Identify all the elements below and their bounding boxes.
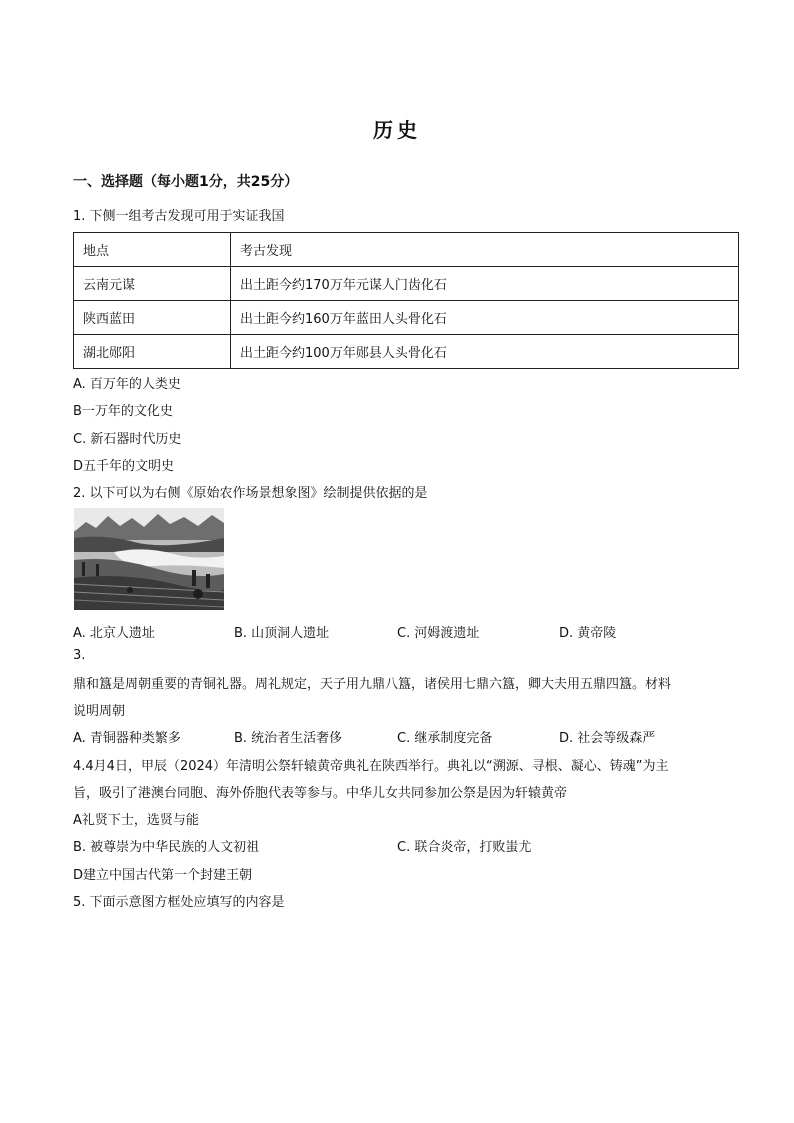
- table-cell: 出土距今约160万年蓝田人头骨化石: [231, 301, 739, 335]
- table-row: [74, 301, 739, 335]
- question-3-number: 3.: [73, 648, 86, 663]
- table-header-cell: 地点: [74, 233, 231, 267]
- table-header-cell: 考古发现: [231, 233, 739, 267]
- question-3-option-a: A. 青铜器种类繁多: [73, 731, 181, 746]
- table-header-row: [74, 233, 739, 267]
- question-2-option-a: A. 北京人遗址: [73, 626, 155, 641]
- question-4-option-b: B. 被尊崇为中华民族的人文初祖: [73, 840, 260, 855]
- question-3-option-d: D. 社会等级森严: [559, 731, 656, 746]
- question-1-option-c: C. 新石器时代历史: [73, 432, 182, 447]
- table-cell: 出土距今约100万年郧县人头骨化石: [231, 335, 739, 369]
- table-cell: 云南元谋: [74, 267, 231, 301]
- question-2-option-c: C. 河姆渡遗址: [397, 626, 480, 641]
- table-cell: 陕西蓝田: [74, 301, 231, 335]
- question-2-stem: 2. 以下可以为右侧《原始农作场景想象图》绘制提供依据的是: [73, 486, 428, 501]
- primitive-farming-illustration: [74, 508, 224, 610]
- question-3-option-b: B. 统治者生活奢侈: [234, 731, 343, 746]
- question-1-option-b: B一万年的文化史: [73, 404, 173, 419]
- question-1-option-d: D五千年的文明史: [73, 459, 175, 474]
- question-1-stem: 1. 下侧一组考古发现可用于实证我国: [73, 209, 285, 224]
- question-4-option-a: A礼贤下士，选贤与能: [73, 813, 199, 828]
- question-3-option-c: C. 继承制度完备: [397, 731, 493, 746]
- table-row: [74, 335, 739, 369]
- question-3-stem-line1: 鼎和簋是周朝重要的青铜礼器。周礼规定，天子用九鼎八簋，诸侯用七鼎六簋，卿大夫用五鼎四簋。材料: [73, 677, 672, 692]
- question-4-option-d: D建立中国古代第一个封建王朝: [73, 868, 253, 883]
- question-4-option-c: C. 联合炎帝，打败蚩尤: [397, 840, 532, 855]
- question-5-stem: 5. 下面示意图方框处应填写的内容是: [73, 895, 285, 910]
- table-row: [74, 267, 739, 301]
- page-title: 历史: [373, 118, 421, 142]
- question-4-stem-line2: 旨，吸引了港澳台同胞、海外侨胞代表等参与。中华儿女共同参加公祭是因为轩辕黄帝: [73, 786, 568, 801]
- archaeology-table: [73, 232, 739, 369]
- question-4-stem-line1: 4.4月4日，甲辰（2024）年清明公祭轩辕黄帝典礼在陕西举行。典礼以“溯源、寻根、凝心、铸魂”为主: [73, 759, 669, 774]
- section-heading: 一、选择题（每小题1分，共25分）: [73, 174, 299, 190]
- question-2-option-d: D. 黄帝陵: [559, 626, 617, 641]
- table-cell: 出土距今约170万年元谋人门齿化石: [231, 267, 739, 301]
- table-cell: 湖北郧阳: [74, 335, 231, 369]
- question-1-option-a: A. 百万年的人类史: [73, 377, 181, 392]
- question-2-option-b: B. 山顶洞人遗址: [234, 626, 330, 641]
- question-3-stem-line2: 说明周朝: [73, 704, 126, 719]
